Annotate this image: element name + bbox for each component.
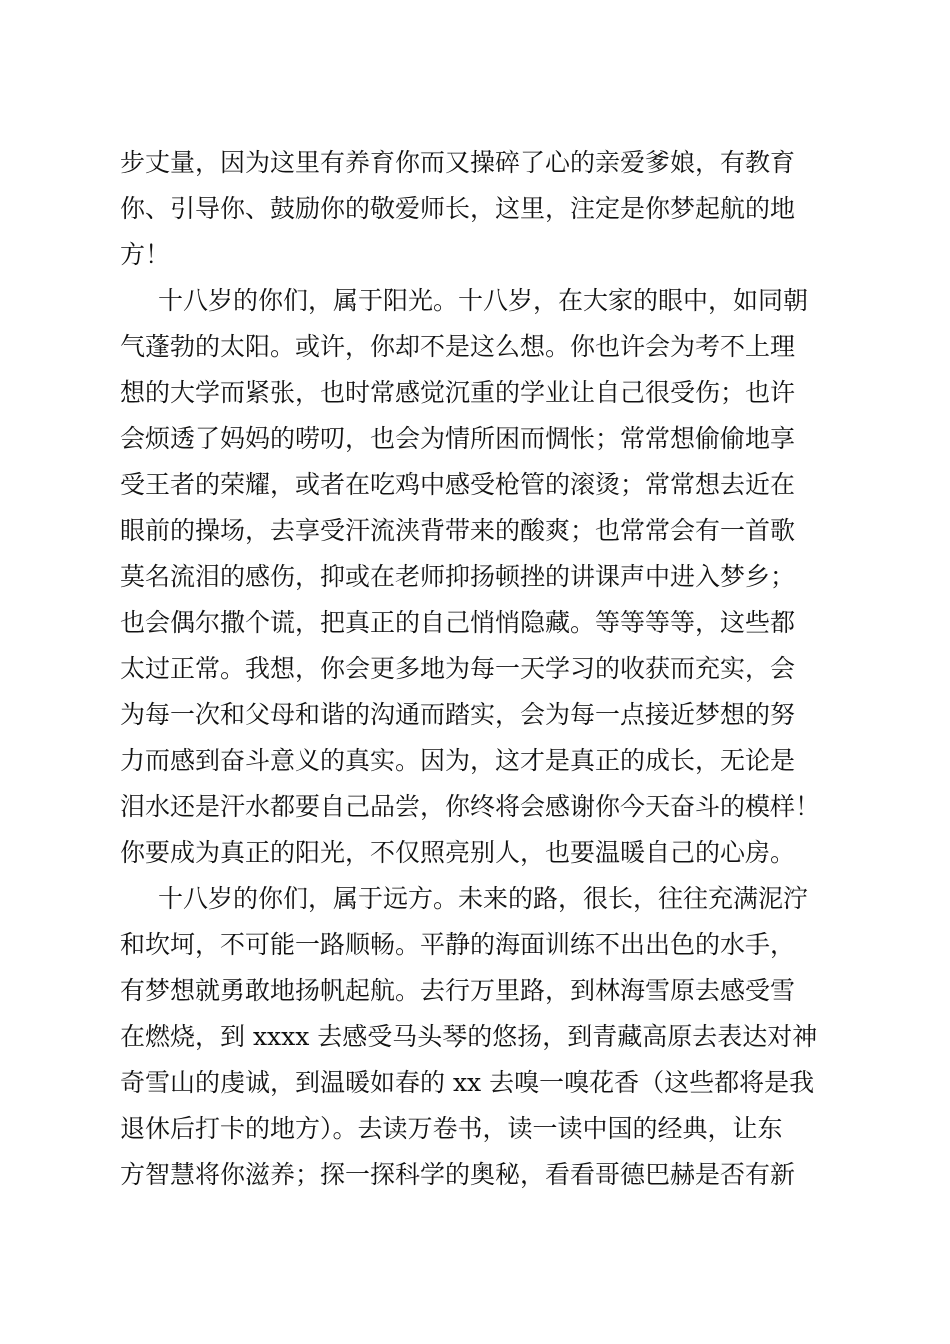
- text-line: 方！: [120, 240, 171, 269]
- text-line: 太过正常。我想，你会更多地为每一天学习的收获而充实，会: [120, 654, 796, 683]
- text-line: 你、引导你、鼓励你的敬爱师长，这里，注定是你梦起航的地: [120, 194, 796, 223]
- text-line: 眼前的操场，去享受汗流浃背带来的酸爽；也常常会有一首歌: [120, 516, 796, 545]
- text-line: 和坎坷，不可能一路顺畅。平静的海面训练不出出色的水手，: [120, 930, 796, 959]
- paragraph-start-line: 十八岁的你们，属于阳光。十八岁，在大家的眼中，如同朝: [158, 286, 809, 315]
- text-line: 莫名流泪的感伤，抑或在老师抑扬顿挫的讲课声中进入梦乡；: [120, 562, 796, 591]
- text-line: 会烦透了妈妈的唠叨，也会为情所困而惆怅；常常想偷偷地享: [120, 424, 796, 453]
- text-line: 想的大学而紧张，也时常感觉沉重的学业让自己很受伤；也许: [120, 378, 796, 407]
- text-line: 退休后打卡的地方）。去读万卷书，读一读中国的经典，让东: [120, 1114, 783, 1143]
- text-line: 也会偶尔撒个谎，把真正的自己悄悄隐藏。等等等等，这些都: [120, 608, 796, 637]
- text-line: 在燃烧，到 xxxx 去感受马头琴的悠扬，到青藏高原去表达对神: [120, 1022, 818, 1051]
- text-line: 步丈量，因为这里有养育你而又操碎了心的亲爱爹娘，有教育: [120, 148, 796, 177]
- text-line: 奇雪山的虔诚，到温暖如春的 xx 去嗅一嗅花香（这些都将是我: [120, 1068, 815, 1097]
- text-line: 你要成为真正的阳光，不仅照亮别人，也要温暖自己的心房。: [120, 838, 796, 867]
- text-line: 方智慧将你滋养；探一探科学的奥秘，看看哥德巴赫是否有新: [120, 1160, 796, 1189]
- text-line: 力而感到奋斗意义的真实。因为，这才是真正的成长，无论是: [120, 746, 796, 775]
- text-line: 泪水还是汗水都要自己品尝，你终将会感谢你今天奋斗的模样！: [120, 792, 821, 821]
- text-line: 气蓬勃的太阳。或许，你却不是这么想。你也许会为考不上理: [120, 332, 796, 361]
- text-line: 有梦想就勇敢地扬帆起航。去行万里路，到林海雪原去感受雪: [120, 976, 796, 1005]
- text-line: 为每一次和父母和谐的沟通而踏实，会为每一点接近梦想的努: [120, 700, 796, 729]
- paragraph-start-line: 十八岁的你们，属于远方。未来的路，很长，往往充满泥泞: [158, 884, 809, 913]
- body-text: [120, 140, 840, 1198]
- text-line: 受王者的荣耀，或者在吃鸡中感受枪管的滚烫；常常想去近在: [120, 470, 796, 499]
